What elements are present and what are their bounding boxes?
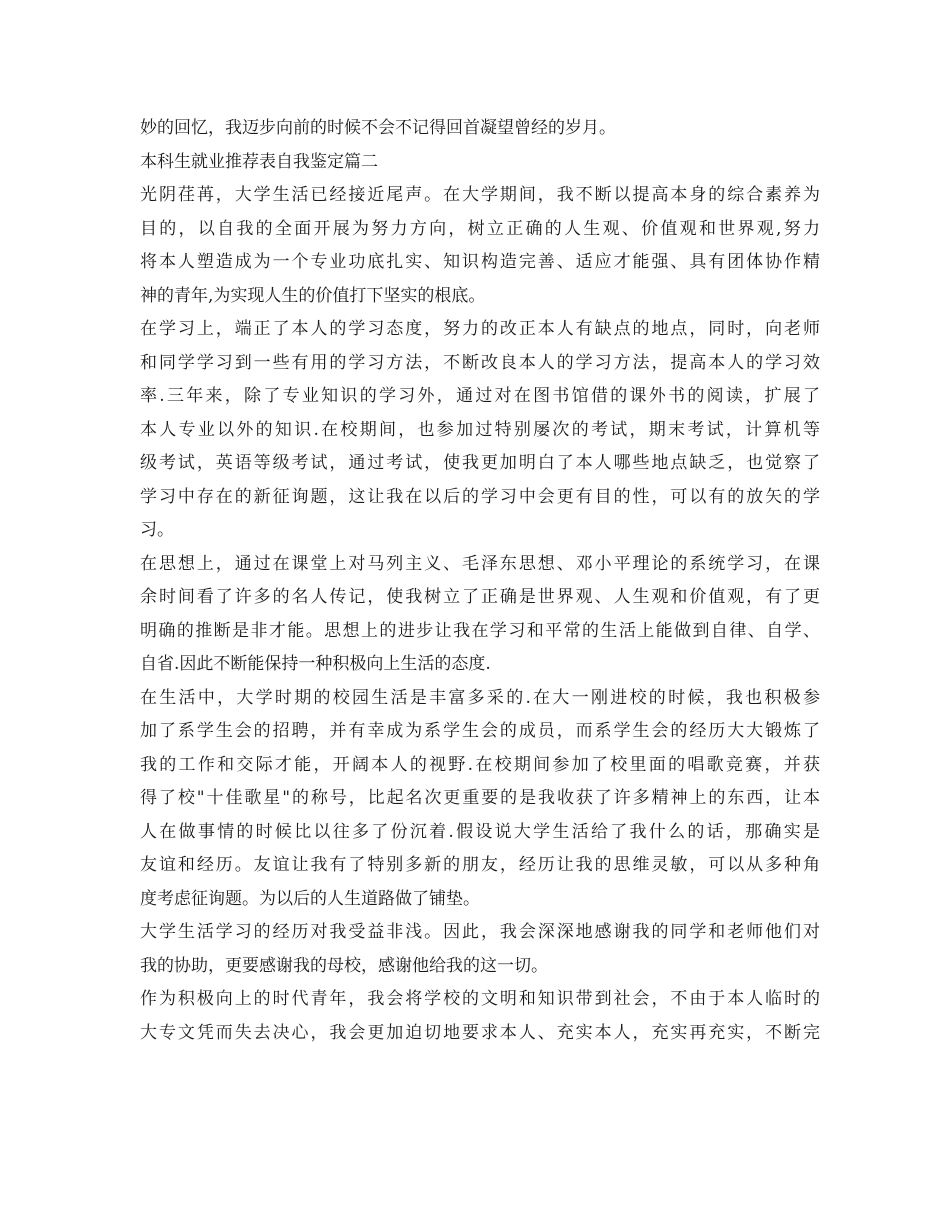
document-body bbox=[140, 112, 820, 1050]
text-line: 和同学学习到一些有用的学习方法，不断改良本人的学习方法，提高本人的学习效 bbox=[140, 352, 820, 373]
text-line: 级考试，英语等级考试，通过考试，使我更加明白了本人哪些地点缺乏，也觉察了 bbox=[140, 453, 820, 473]
section-heading: 本科生就业推荐表自我鉴定篇二 bbox=[140, 151, 378, 172]
text-line: 余时间看了许多的名人传记，使我树立了正确是世界观、人生观和价值观，有了更 bbox=[140, 587, 820, 607]
text-line: 在学习上，端正了本人的学习态度，努力的改正本人有缺点的地点，同时，向老师 bbox=[140, 319, 820, 339]
text-line: 习。 bbox=[140, 520, 174, 540]
text-line: 得了校"十佳歌星"的称号，比起名次更重要的是我收获了许多精神上的东西，让本 bbox=[140, 788, 820, 808]
text-line: 目的，以自我的全面开展为努力方向，树立正确的人生观、价值观和世界观,努力 bbox=[140, 218, 820, 239]
text-line: 在生活中，大学时期的校园生活是丰富多采的.在大一刚进校的时候，我也积极参 bbox=[140, 687, 820, 708]
text-line: 我的工作和交际才能，开阔本人的视野.在校期间参加了校里面的唱歌竞赛，并获 bbox=[140, 754, 820, 775]
text-line: 大学生活学习的经历对我受益非浅。因此，我会深深地感谢我的同学和老师他们对 bbox=[140, 922, 820, 942]
text-line: 作为积极向上的时代青年，我会将学校的文明和知识带到社会，不由于本人临时的 bbox=[140, 989, 820, 1009]
text-line: 加了系学生会的招聘，并有幸成为系学生会的成员，而系学生会的经历大大锻炼了 bbox=[140, 721, 820, 741]
text-line: 率.三年来，除了专业知识的学习外，通过对在图书馆借的课外书的阅读，扩展了 bbox=[140, 386, 820, 406]
text-line: 将本人塑造成为一个专业功底扎实、知识构造完善、适应才能强、具有团体协作精 bbox=[140, 252, 820, 272]
text-line: 本人专业以外的知识.在校期间，也参加过特别屡次的考试，期末考试，计算机等 bbox=[140, 419, 820, 440]
text-line: 神的青年,为实现人生的价值打下坚实的根底。 bbox=[140, 285, 486, 306]
text-line: 大专文凭而失去决心，我会更加迫切地要求本人、充实本人，充实再充实，不断完 bbox=[140, 1022, 820, 1043]
text-line: 学习中存在的新征询题，这让我在以后的学习中会更有目的性，可以有的放矢的学 bbox=[140, 486, 820, 507]
text-line: 明确的推断是非才能。思想上的进步让我在学习和平常的生活上能做到自律、自学、 bbox=[140, 620, 820, 641]
text-line: 妙的回忆，我迈步向前的时候不会不记得回首凝望曾经的岁月。 bbox=[140, 118, 616, 138]
text-line: 我的协助，更要感谢我的母校，感谢他给我的这一切。 bbox=[140, 955, 548, 976]
text-line: 光阴荏苒，大学生活已经接近尾声。在大学期间，我不断以提高本身的综合素养为 bbox=[140, 185, 820, 205]
text-line: 人在做事情的时候比以往多了份沉着.假设说大学生活给了我什么的话，那确实是 bbox=[140, 821, 820, 842]
text-line: 友谊和经历。友谊让我有了特别多新的朋友，经历让我的思维灵敏，可以从多种角 bbox=[140, 855, 820, 875]
text-line: 自省.因此不断能保持一种积极向上生活的态度. bbox=[140, 654, 491, 674]
text-line: 度考虑征询题。为以后的人生道路做了铺垫。 bbox=[140, 888, 480, 909]
text-line: 在思想上，通过在课堂上对马列主义、毛泽东思想、邓小平理论的系统学习，在课 bbox=[140, 553, 820, 574]
